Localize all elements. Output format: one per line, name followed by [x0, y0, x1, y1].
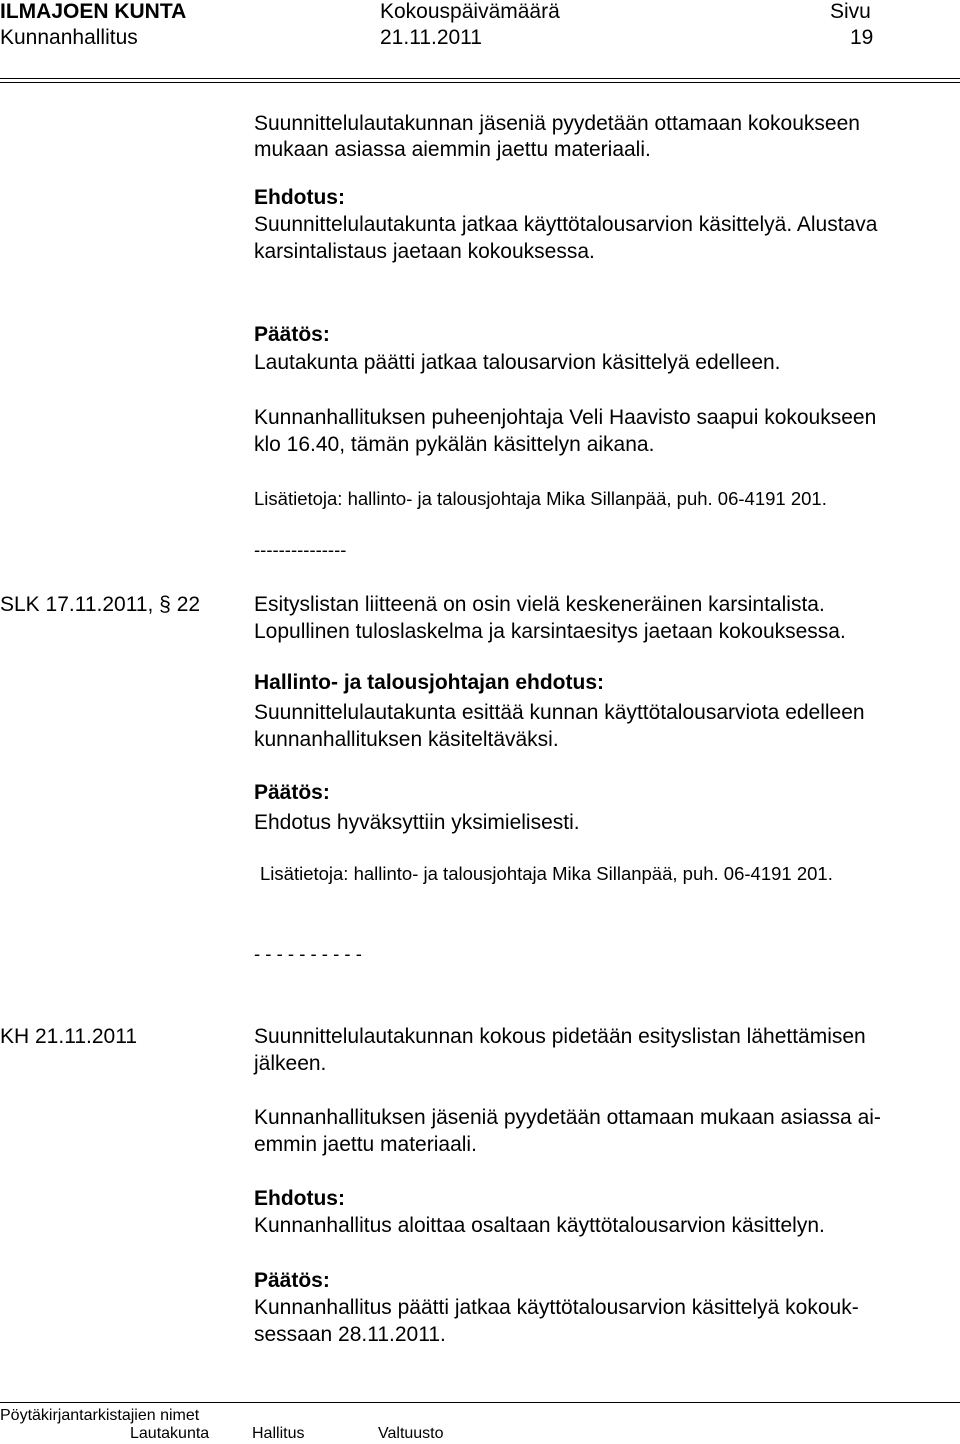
section-reference: SLK 17.11.2011, § 22 — [0, 593, 201, 616]
page-label: Sivu — [830, 0, 871, 23]
request-text-line-1: Kunnanhallituksen jäseniä pyydetään ottamaan mukaan asiassa ai- — [254, 1106, 881, 1129]
section-separator: - - - - - - - - - - — [254, 943, 362, 964]
meeting-date: 21.11.2011 — [380, 26, 482, 49]
director-proposal-label: Hallinto- ja talousjohtajan ehdotus: — [254, 671, 605, 694]
footer-government: Hallitus — [252, 1425, 305, 1442]
attachment-text-line-1: Esityslistan liitteenä on osin vielä keskeneräinen karsintalista. — [254, 593, 825, 616]
intro-line-2: mukaan asiassa aiemmin jaettu materiaali. — [254, 138, 651, 161]
decision-text: Lautakunta päätti jatkaa talousarvion käsittelyä edelleen. — [254, 351, 781, 374]
proposal-text: Kunnanhallitus aloittaa osaltaan käyttötalousarvion käsittelyn. — [254, 1214, 825, 1237]
decision-label: Päätös: — [254, 781, 330, 804]
request-text-line-2: emmin jaettu materiaali. — [254, 1133, 477, 1156]
section-reference: KH 21.11.2011 — [0, 1025, 137, 1048]
footer-rule — [0, 1402, 960, 1403]
proposal-label: Ehdotus: — [254, 186, 345, 209]
contact-info: Lisätietoja: hallinto- ja talousjohtaja Mika Sillanpää, puh. 06-4191 201. — [260, 863, 833, 884]
proposal-line-1: Suunnittelulautakunta jatkaa käyttötalousarvion käsittelyä. Alustava — [254, 213, 878, 236]
page-number: 19 — [850, 26, 874, 49]
attachment-text-line-2: Lopullinen tuloslaskelma ja karsintaesitys jaetaan kokouksessa. — [254, 620, 846, 643]
header-rule-top — [0, 78, 960, 79]
proposal-label: Ehdotus: — [254, 1187, 345, 1210]
intro-line-1: Suunnittelulautakunnan jäseniä pyydetään ottamaan kokoukseen — [254, 112, 860, 135]
attendance-note-line-2: klo 16.40, tämän pykälän käsittelyn aikana. — [254, 433, 655, 456]
proposal-line-2: karsintalistaus jaetaan kokouksessa. — [254, 240, 595, 263]
meeting-text-line-2: jälkeen. — [254, 1052, 327, 1075]
director-proposal-line-1: Suunnittelulautakunta esittää kunnan käyttötalousarviota edelleen — [254, 701, 865, 724]
decision-text: Ehdotus hyväksyttiin yksimielisesti. — [254, 811, 580, 834]
footer-board: Lautakunta — [130, 1425, 210, 1442]
footer-council: Valtuusto — [378, 1425, 444, 1442]
director-proposal-line-2: kunnanhallituksen käsiteltäväksi. — [254, 728, 559, 751]
decision-line-2: sessaan 28.11.2011. — [254, 1323, 446, 1346]
header-rule-bottom — [0, 82, 960, 83]
contact-info: Lisätietoja: hallinto- ja talousjohtaja Mika Sillanpää, puh. 06-4191 201. — [254, 488, 827, 509]
committee-name: Kunnanhallitus — [0, 26, 138, 49]
footer-title: Pöytäkirjantarkistajien nimet — [0, 1407, 200, 1424]
meeting-text-line-1: Suunnittelulautakunnan kokous pidetään esityslistan lähettämisen — [254, 1025, 866, 1048]
meeting-date-label: Kokouspäivämäärä — [380, 0, 560, 23]
section-separator: --------------- — [254, 539, 347, 560]
municipality-name: ILMAJOEN KUNTA — [0, 0, 187, 23]
decision-label: Päätös: — [254, 323, 330, 346]
decision-label: Päätös: — [254, 1269, 330, 1292]
decision-line-1: Kunnanhallitus päätti jatkaa käyttötalousarvion käsittelyä kokouk- — [254, 1296, 859, 1319]
attendance-note-line-1: Kunnanhallituksen puheenjohtaja Veli Haavisto saapui kokoukseen — [254, 406, 877, 429]
